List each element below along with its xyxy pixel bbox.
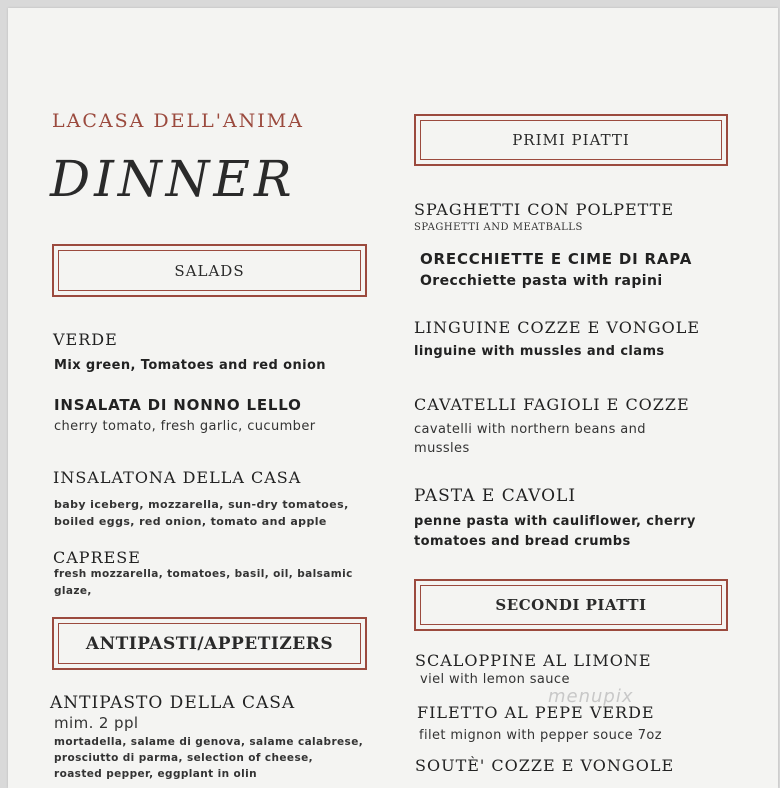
salad-nonno-desc: cherry tomato, fresh garlic, cucumber [54, 419, 316, 434]
secondi-filetto-name: FILETTO AL PEPE VERDE [417, 703, 655, 722]
watermark-text: menupix [548, 686, 634, 707]
primi-pasta-cavoli-desc-line2: tomatoes and bread crumbs [414, 534, 631, 549]
salads-label: SALADS [58, 250, 361, 291]
appetizers-label: ANTIPASTI/APPETIZERS [58, 623, 361, 664]
secondi-section-header [414, 579, 728, 631]
salad-insalatona-name: INSALATONA DELLA CASA [53, 468, 302, 487]
primi-linguine-name: LINGUINE COZZE E VONGOLE [414, 318, 701, 337]
restaurant-name: LACASA DELL'ANIMA [52, 110, 304, 132]
menu-title: DINNER [50, 150, 296, 208]
primi-orecchiette-desc: Orecchiette pasta with rapini [420, 273, 663, 289]
salad-verde-desc: Mix green, Tomatoes and red onion [54, 358, 326, 373]
appetizer-casa-desc: mortadella, salame di genova, salame calabrese, prosciutto di parma, selection of cheese, roasted pepper, eggplant in olin [54, 736, 364, 780]
secondi-soute-name: SOUTÈ' COZZE E VONGOLE [415, 756, 675, 775]
secondi-scaloppine-desc: viel with lemon sauce [420, 672, 570, 687]
salads-section-header [52, 244, 367, 297]
primi-spaghetti-desc: SPAGHETTI AND MEATBALLS [414, 222, 583, 233]
primi-section-header [414, 114, 728, 166]
primi-cavatelli-desc-line2: mussles [414, 441, 470, 456]
secondi-label: SECONDI PIATTI [420, 585, 722, 625]
salad-insalatona-desc: baby iceberg, mozzarella, sun-dry tomatoes, boiled eggs, red onion, tomato and apple [54, 498, 349, 528]
appetizers-section-header [52, 617, 367, 670]
primi-label: PRIMI PIATTI [420, 120, 722, 160]
salad-caprese-desc: fresh mozzarella, tomatoes, basil, oil, balsamic glaze, [54, 568, 353, 597]
salad-caprese-name: CAPRESE [53, 548, 141, 567]
salad-nonno-name: INSALATA DI NONNO LELLO [54, 396, 302, 414]
primi-pasta-cavoli-name: PASTA E CAVOLI [414, 486, 577, 506]
primi-pasta-cavoli-desc-line1: penne pasta with cauliflower, cherry [414, 514, 696, 529]
appetizer-casa-name: ANTIPASTO DELLA CASA [50, 693, 296, 713]
menu-page [8, 8, 778, 788]
primi-cavatelli-desc-line1: cavatelli with northern beans and [414, 422, 646, 437]
appetizer-casa-note: mim. 2 ppl [54, 714, 139, 732]
primi-cavatelli-name: CAVATELLI FAGIOLI E COZZE [414, 395, 690, 414]
primi-orecchiette-name: ORECCHIETTE E CIME DI RAPA [420, 250, 693, 268]
secondi-scaloppine-name: SCALOPPINE AL LIMONE [415, 651, 652, 670]
primi-linguine-desc: linguine with mussles and clams [414, 344, 665, 359]
salad-verde-name: VERDE [53, 330, 118, 349]
primi-spaghetti-name: SPAGHETTI CON POLPETTE [414, 200, 674, 219]
secondi-filetto-desc: filet mignon with pepper souce 7oz [419, 728, 662, 743]
